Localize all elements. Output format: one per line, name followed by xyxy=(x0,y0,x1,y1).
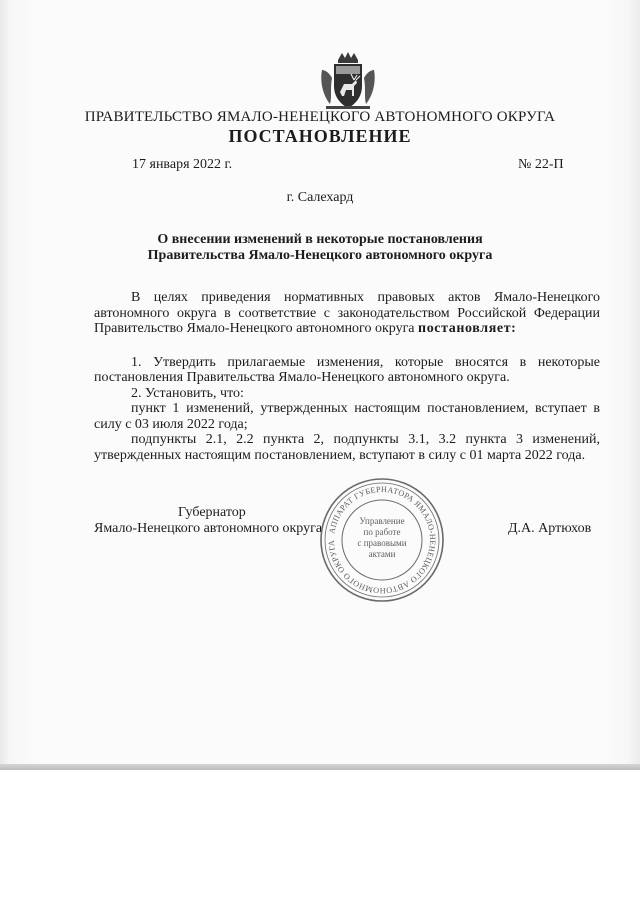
document-type-title: ПОСТАНОВЛЕНИЕ xyxy=(228,126,412,146)
signatory-region: Ямало-Ненецкого автономного округа xyxy=(94,521,323,536)
item-1-paragraph: 1. Утвердить прилагаемые изменения, которые вносятся в некоторые постановления Правительства Ямало-Ненецкого автономного округа. xyxy=(94,354,600,385)
item-2a-paragraph: пункт 1 изменений, утвержденных настоящим постановлением, вступает в силу с 03 июля 2022 года; xyxy=(94,401,600,432)
preamble-text: В целях приведения нормативных правовых актов Ямало-Ненецкого автономного округа в соответствие с законодательством Российской Федерации Правительство Ямало-Ненецкого автономного округа xyxy=(94,290,600,336)
item-2b-paragraph: подпункты 2.1, 2.2 пункта 2, подпункты 3.1, 3.2 пункта 3 изменений, утвержденных настоящим постановлением, вступают в силу с 01 марта 2022 года. xyxy=(94,432,600,463)
document-number: № 22-П xyxy=(518,157,564,172)
stamp-outer-text: АППАРАТ ГУБЕРНАТОРА ЯМАЛО-НЕНЕЦКОГО АВТОНОМНОГО ОКРУГА xyxy=(326,484,438,596)
stamp-inner-line-4: актами xyxy=(368,549,396,559)
subject-line-1: О внесении изменений в некоторые постановления xyxy=(157,232,483,247)
signatory-name: Д.А. Артюхов xyxy=(508,521,592,536)
document-subject xyxy=(0,232,640,264)
official-stamp xyxy=(318,476,446,604)
document-body xyxy=(94,290,600,463)
signatory-position: Губернатор xyxy=(178,505,246,520)
coat-of-arms-emblem xyxy=(316,50,380,112)
preamble-resolves: постановляет: xyxy=(418,321,517,336)
item-2-paragraph: 2. Установить, что: xyxy=(131,385,244,401)
subject-line-2: Правительства Ямало-Ненецкого автономного округа xyxy=(147,248,493,263)
government-name: ПРАВИТЕЛЬСТВО ЯМАЛО-НЕНЕЦКОГО АВТОНОМНОГО ОКРУГА xyxy=(84,109,556,125)
stamp-inner-line-3: с правовыми xyxy=(357,538,407,548)
stamp-inner-line-2: по работе xyxy=(363,527,401,537)
signatory-title xyxy=(94,505,334,537)
scan-edge xyxy=(0,764,640,770)
preamble-paragraph xyxy=(94,290,600,337)
document-date: 17 января 2022 г. xyxy=(132,157,233,172)
stamp-inner-line-1: Управление xyxy=(359,516,405,526)
document-city: г. Салехард xyxy=(286,190,354,205)
